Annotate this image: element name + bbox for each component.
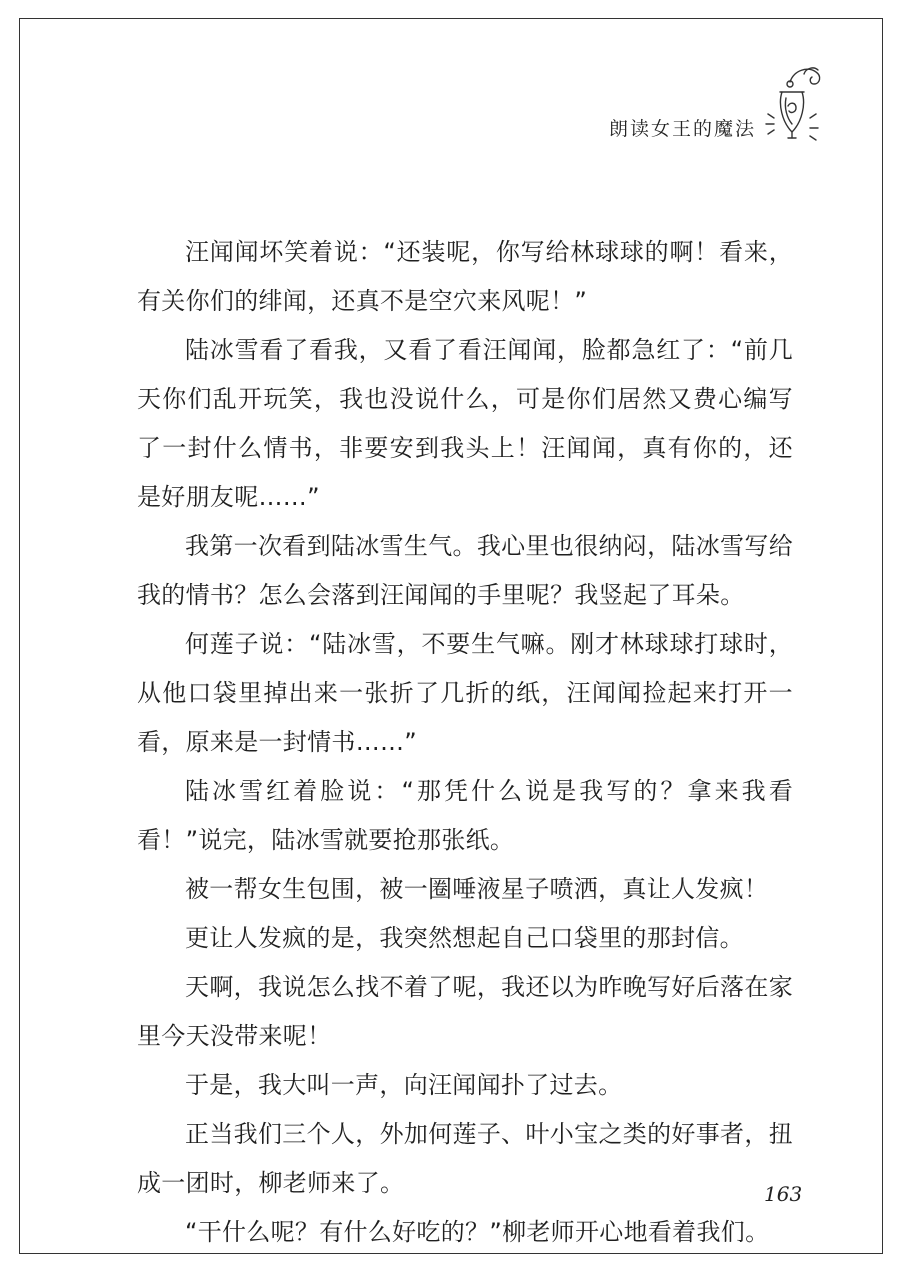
paragraph: 何莲子说：“陆冰雪，不要生气嘛。刚才林球球打球时，从他口袋里掉出来一张折了几折的纸，汪闻闻捡起来打开一看，原来是一封情书……”	[137, 630, 793, 756]
paragraph: 天啊，我说怎么找不着了呢，我还以为昨晚写好后落在家里今天没带来呢！	[137, 973, 793, 1050]
paragraph: 汪闻闻坏笑着说：“还装呢，你写给林球球的啊！看来，有关你们的绯闻，还真不是空穴来风呢！”	[137, 238, 793, 315]
paragraph: 陆冰雪看了看我，又看了看汪闻闻，脸都急红了：“前几天你们乱开玩笑，我也没说什么，可是你们居然又费心编写了一封什么情书，非要安到我头上！汪闻闻，真有你的，还是好朋友呢……”	[137, 336, 793, 511]
paragraph: 陆冰雪红着脸说：“那凭什么说是我写的？拿来我看看！”说完，陆冰雪就要抢那张纸。	[137, 777, 793, 854]
lamp-icon	[760, 62, 832, 162]
paragraph: 正当我们三个人，外加何莲子、叶小宝之类的好事者，扭成一团时，柳老师来了。	[137, 1120, 793, 1197]
paragraph: 我第一次看到陆冰雪生气。我心里也很纳闷，陆冰雪写给我的情书？怎么会落到汪闻闻的手里呢？我竖起了耳朵。	[137, 532, 793, 609]
page-number: 163	[764, 1182, 803, 1206]
paragraph: 被一帮女生包围，被一圈唾液星子喷洒，真让人发疯！	[185, 875, 769, 903]
paragraph: 更让人发疯的是，我突然想起自己口袋里的那封信。	[185, 924, 744, 952]
body-text	[137, 228, 793, 1257]
paragraph: “干什么呢？有什么好吃的？”柳老师开心地看着我们。	[185, 1218, 770, 1246]
paragraph: 于是，我大叫一声，向汪闻闻扑了过去。	[185, 1071, 623, 1099]
book-title: 朗读女王的魔法	[608, 118, 756, 140]
